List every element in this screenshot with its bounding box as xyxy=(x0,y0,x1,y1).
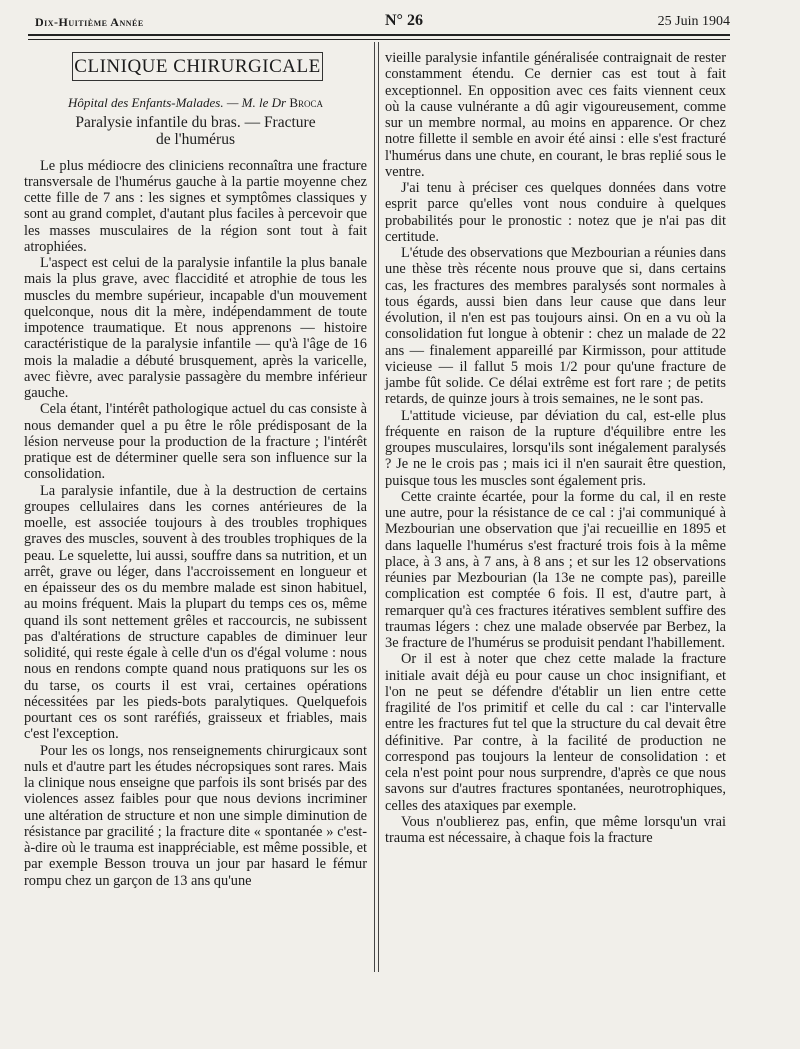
paragraph: L'aspect est celui de la paralysie infantile la plus banale mais la plus grave, avec flaccidité et atrophie de tous les muscles du membre supérieur, incapable d'un mouvement quelconque, nous dit la mère, indépendamment de toute impotence traumatique. Et nous apprenons — histoire caractéristique de la paralysie infantile — qu'à l'âge de 16 mois la maladie a débuté brusquement, après la varicelle, avec fièvre, avec paralysie passagère du membre inférieur gauche. xyxy=(24,255,367,401)
paragraph: J'ai tenu à préciser ces quelques données dans votre esprit parce qu'elles vont nous conduire à quelques probabilités pour le pronostic : notez que je n'ai pas dit certitude. xyxy=(385,180,726,245)
column-divider-inner xyxy=(378,42,379,972)
paragraph: Cette crainte écartée, pour la forme du cal, il en reste une autre, pour la résistance de ce cal : j'ai communiqué à Mezbourian une observation que j'ai recueillie en 1895 et dans laquelle l'humérus s'est fracturé trois fois à la même place, à 3 ans, à 7 ans, à 8 ans ; et sur les 12 observations réunies par Mezbourian (la 13e ne compte pas), pareille complication est comptée 6 fois. Il est, d'autre part, à remarquer qu'à ces fractures itératives semblent suffire des traumas légers : chez une malade observée par Berbez, la 3e fracture de l'humérus se produisit pendant l'habillement. xyxy=(385,488,726,651)
section-title: CLINIQUE CHIRURGICALE xyxy=(72,52,323,81)
subtitle-line-2: de l'humérus xyxy=(156,130,235,148)
paragraph: Cela étant, l'intérêt pathologique actuel du cas consiste à nous demander quel a pu être le rôle prédisposant de la lésion nerveuse pour la production de la fracture ; l'intérêt pratique est de déterminer quelle sera son influence sur la consolidation. xyxy=(24,401,367,483)
left-column xyxy=(24,48,367,889)
paragraph: Vous n'oublierez pas, enfin, que même lorsqu'un vrai trauma est nécessaire, à chaque fois la fracture xyxy=(385,813,726,846)
paragraph: L'attitude vicieuse, par déviation du cal, est-elle plus fréquente en raison de la rupture d'équilibre entre les groupes musculaires, lorsqu'ils sont inégalement paralysés ? Je ne le crois pas ; mais ici il n'en saurait être question, puisque tous les muscles sont également pris. xyxy=(385,407,726,489)
paragraph: Le plus médiocre des cliniciens reconnaîtra une fracture transversale de l'humérus gauche à la partie moyenne chez cette fille de 7 ans : les signes et symptômes classiques y sont au grand complet, d'autant plus faciles à percevoir que les masses musculaires de la région sont tout à fait atrophiées. xyxy=(24,157,367,255)
paragraph-continued: vieille paralysie infantile généralisée contraignait de rester constamment étendu. Ce dernier cas est tout à fait exceptionnel. En opposition avec ces faits viennent ceux où la cause vulnérante a dû agir vigoureusement, comme sur un membre normal, au moins en apparence. Or chez notre fillette il semble en avoir été ainsi : elle s'est fracturé l'humérus dans une chute, en courant, le bras replié sous le ventre. xyxy=(385,50,726,180)
issue-number: N° 26 xyxy=(385,12,423,29)
page-header xyxy=(35,12,730,34)
right-column xyxy=(385,50,726,846)
column-divider xyxy=(374,42,375,972)
author-name: Broca xyxy=(289,95,324,111)
paragraph: La paralysie infantile, due à la destruction de certains groupes cellulaires dans les cornes antérieures de la moelle, est associée toujours à des troubles trophiques graves des muscles, souvent à des troubles trophiques de la peau. Le squelette, lui aussi, souffre dans sa nutrition, et un arrêt, grave ou léger, dans l'accroissement en longueur et en épaisseur des os du membre malade est sinon habituel, au moins fréquent. Mais la plupart du temps ces os, même quand ils sont nettement grêles et raccourcis, ne subissent pas d'altérations de structure capables de diminuer leur solidité, qui reste égale à celle d'un os d'égal volume : nous nous en rendons compte quand nous pratiquons sur les os du tarse, os courts il est vrai, certaines opérations nécessitées par les pieds-bots paralytiques. Quelquefois pourtant ces os sont raréfiés, graisseux et friables, mais c'est l'exception. xyxy=(24,482,367,743)
article-subtitle xyxy=(24,114,367,148)
paragraph: Pour les os longs, nos renseignements chirurgicaux sont nuls et d'autre part les études nécropsiques sont rares. Mais la clinique nous enseigne que parfois ils sont brisés par des violences assez faibles pour que nous devions incriminer une altération de structure et non une simple diminution de résistance par gracilité ; la fracture dite « spontanée » c'est-à-dire où le trauma est inappréciable, est même possible, et par exemple Besson trouva un jour par hasard le fémur rompu chez un garçon de 13 ans qu'une xyxy=(24,742,367,889)
header-rule xyxy=(28,34,730,40)
hospital-line xyxy=(24,95,367,111)
journal-year: Dix-Huitième Année xyxy=(35,15,144,29)
paragraph: Or il est à noter que chez cette malade la fracture initiale avait déjà eu pour cause un choc insignifiant, et l'on ne peut se défendre d'établir un lien entre cette fragilité de l'os primitif et celle du cal : car l'intervalle entre les fractures fut tel que la structure du cal devait être définitive. Par contre, à la facilité de production ne correspond pas toujours la lenteur de consolidation : et cela n'est point pour nous surprendre, d'après ce que nous savons sur d'autres fractures spontanées, neurotrophiques, celles des ataxiques par exemple. xyxy=(385,651,726,814)
issue-date: 25 Juin 1904 xyxy=(657,14,730,29)
hospital-text: Hôpital des Enfants-Malades. — M. le Dr xyxy=(67,95,287,111)
paragraph: L'étude des observations que Mezbourian a réunies dans une thèse très récente nous prouve que si, dans certains cas, les fractures des membres paralysés sont normales à tous égards, aussi bien dans leur cause que dans leur évolution, il n'en est pas toujours ainsi. On en a vu où la consolidation fut longue à obtenir : chez un malade de 22 ans — finalement appareillé par Kirmisson, pour attitude vicieuse — il fallut 5 mois 1/2 pour qu'une fracture de jambe fût solide. Ce délai extrême est fort rare ; de petits retards, de quinze jours à trois semaines, ne le sont pas. xyxy=(385,245,726,408)
subtitle-line-1: Paralysie infantile du bras. — Fracture xyxy=(75,113,316,131)
